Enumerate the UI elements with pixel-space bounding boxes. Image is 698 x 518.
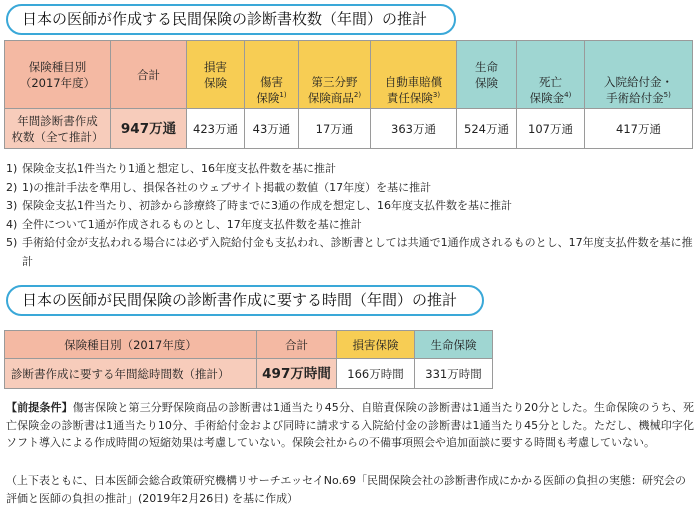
value-third: 17万通	[299, 109, 371, 149]
footnote: 2) 1)の推計手法を準用し、損保各社のウェブサイト掲載の数値（17年度）を基に推計	[6, 180, 432, 194]
source-citation: （上下表ともに、日本医師会総合政策研究機構リサーチエッセイNo.69「民間保険会社の診断書作成にかかる医師の負担の実態：研究会の評価と医師の負担の推計」(2019年2月26日) を基に作成）	[6, 474, 687, 505]
footnote: 5) 手術給付金が支払われる場合には必ず入院給付金も支払われ、診断書としては共通で1通作成されるものとし、17年度支払件数を基に推計	[6, 236, 693, 268]
t2-header-life: 生命保険	[415, 331, 493, 359]
t2-value-damage: 166万時間	[337, 359, 415, 389]
t2-row-label: 診断書作成に要する年間総時間数（推計）	[5, 359, 257, 389]
footnote: 3) 保険金支払1件当たり、初診から診療終了時までに3通の作成を想定し、16年度支払件数を基に推計	[6, 199, 512, 212]
t2-header-category: 保険種目別（2017年度）	[5, 331, 257, 359]
value-death: 107万通	[517, 109, 585, 149]
row-label: 年間診断書作成 枚数（全て推計）	[5, 109, 111, 149]
t2-value-life: 331万時間	[415, 359, 493, 389]
t2-header-total: 合計	[257, 331, 337, 359]
header-category: 保険種目別 （2017年度）	[5, 41, 111, 109]
value-life: 524万通	[457, 109, 517, 149]
t2-header-damage: 損害保険	[337, 331, 415, 359]
value-total: 947万通	[111, 109, 187, 149]
header-third: 第三分野 保険商品$^{2)}$	[299, 73, 371, 109]
footnotes	[6, 160, 694, 271]
header-injury: 傷害 保険$^{1)}$	[245, 73, 299, 109]
table2-title: 日本の医師が民間保険の診断書作成に要する時間（年間）の推計	[6, 285, 484, 316]
assumptions-text: 傷害保険と第三分野保険商品の診断書は1通当たり45分、自賠責保険の診断書は1通当たり20分とした。生命保険のうち、死亡保険金の診断書は1通当たり10分、手術給付金および同時に請求する入院給付金の診断書は1通当たり45分とした。ただし、機械印字化ソフト導入による作成時間の短縮効果は考慮していない。保険会社からの不備事項照会や追加面談に要する時間も考慮していない。	[6, 401, 694, 449]
t2-value-total: 497万時間	[257, 359, 337, 389]
value-injury: 43万通	[245, 109, 299, 149]
header-auto: 自動車賠償 責任保険$^{3)}$	[371, 73, 457, 109]
diagnosis-count-table	[4, 40, 693, 149]
table1-title: 日本の医師が作成する民間保険の診断書枚数（年間）の推計	[6, 4, 456, 35]
value-damage: 423万通	[187, 109, 245, 149]
header-damage: 損害 保険	[187, 41, 245, 109]
value-hospitalization: 417万通	[585, 109, 693, 149]
header-death: 死亡 保険金$^{4)}$	[517, 73, 585, 109]
header-life: 生命 保険	[457, 41, 517, 109]
assumptions-label: 【前提条件】	[6, 401, 73, 414]
header-hospitalization: 入院給付金・ 手術給付金$^{5)}$	[585, 73, 693, 109]
footnote: 1) 保険金支払1件当たり1通と想定し、16年度支払件数を基に推計	[6, 162, 336, 175]
diagnosis-time-table	[4, 330, 493, 389]
footnote: 4) 全件について1通が作成されるものとし、17年度支払件数を基に推計	[6, 217, 362, 231]
value-auto: 363万通	[371, 109, 457, 149]
assumptions-paragraph	[6, 399, 694, 452]
header-total: 合計	[111, 41, 187, 109]
